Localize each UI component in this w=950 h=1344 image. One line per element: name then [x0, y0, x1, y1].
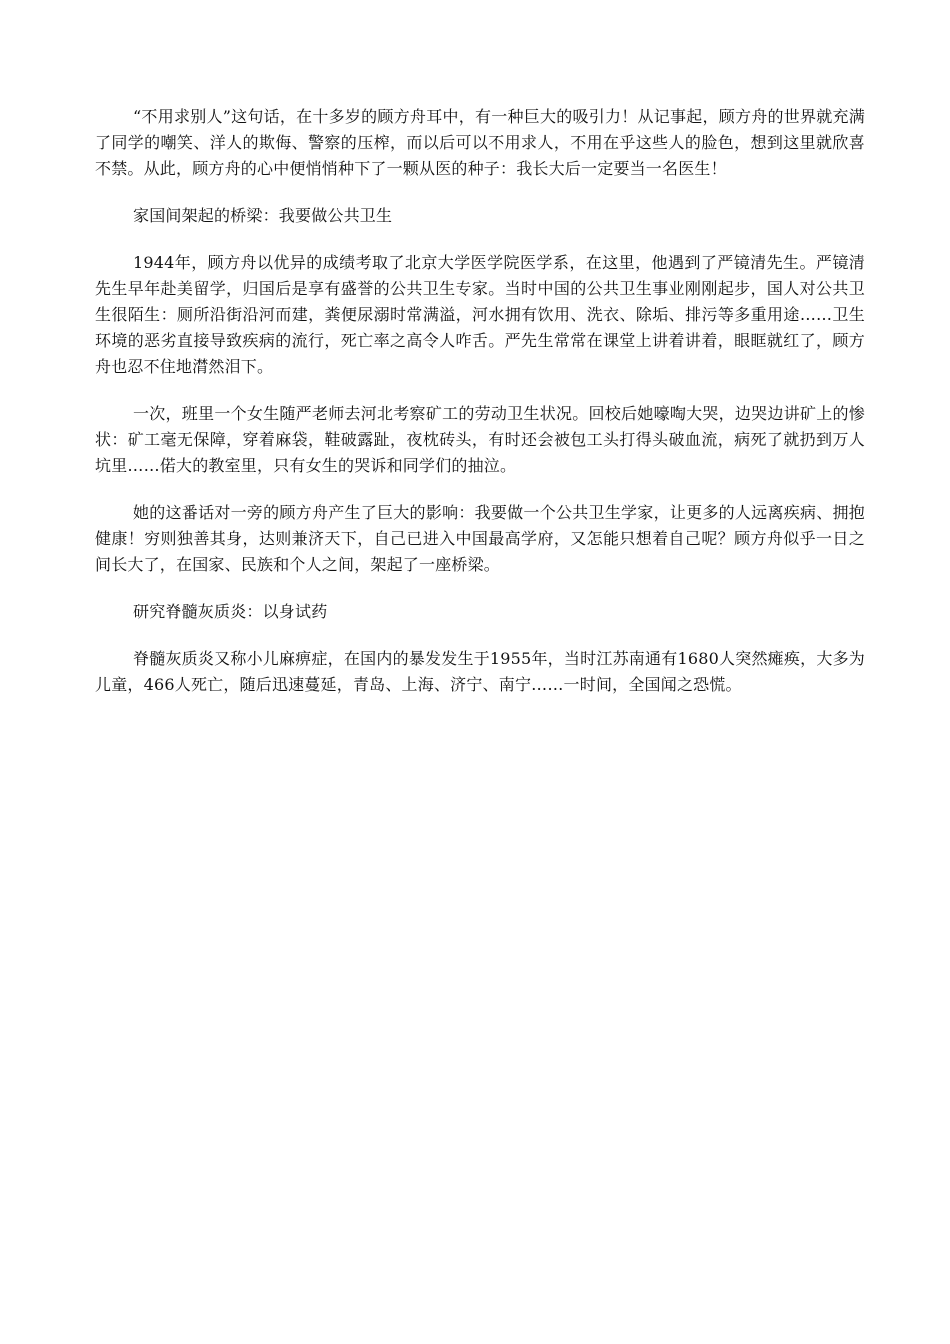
document-body	[95, 104, 865, 719]
paragraph-2: 1944年，顾方舟以优异的成绩考取了北京大学医学院医学系，在这里，他遇到了严镜清先生。严镜清先生早年赴美留学，归国后是享有盛誉的公共卫生专家。当时中国的公共卫生事业刚刚起步，国人对公共卫生很陌生：厕所沿街沿河而建，粪便尿溺时常满溢，河水拥有饮用、洗衣、除垢、排污等多重用途……卫生环境的恶劣直接导致疾病的流行，死亡率之高令人咋舌。严先生常常在课堂上讲着讲着，眼眶就红了，顾方舟也忍不住地潸然泪下。	[95, 253, 865, 376]
paragraph-1: “不用求别人”这句话，在十多岁的顾方舟耳中，有一种巨大的吸引力！从记事起，顾方舟的世界就充满了同学的嘲笑、洋人的欺侮、警察的压榨，而以后可以不用求人，不用在乎这些人的脸色，想到这里就欣喜不禁。从此，顾方舟的心中便悄悄种下了一颗从医的种子：我长大后一定要当一名医生！	[95, 107, 865, 178]
paragraph-3: 一次，班里一个女生随严老师去河北考察矿工的劳动卫生状况。回校后她嚎啕大哭，边哭边讲矿上的惨状：矿工毫无保障，穿着麻袋，鞋破露趾，夜枕砖头，有时还会被包工头打得头破血流，病死了就扔到万人坑里……偌大的教室里，只有女生的哭诉和同学们的抽泣。	[95, 404, 865, 475]
paragraph-4: 她的这番话对一旁的顾方舟产生了巨大的影响：我要做一个公共卫生学家，让更多的人远离疾病、拥抱健康！穷则独善其身，达则兼济天下，自己已进入中国最高学府，又怎能只想着自己呢？顾方舟似乎一日之间长大了，在国家、民族和个人之间，架起了一座桥梁。	[95, 503, 865, 574]
section-heading-polio: 研究脊髓灰质炎：以身试药	[133, 602, 328, 621]
section-heading-bridge: 家国间架起的桥梁：我要做公共卫生	[133, 206, 393, 225]
paragraph-5: 脊髓灰质炎又称小儿麻痹症，在国内的暴发发生于1955年，当时江苏南通有1680人突然瘫痪，大多为儿童，466人死亡，随后迅速蔓延，青岛、上海、济宁、南宁……一时间，全国闻之恐慌。	[95, 649, 865, 694]
